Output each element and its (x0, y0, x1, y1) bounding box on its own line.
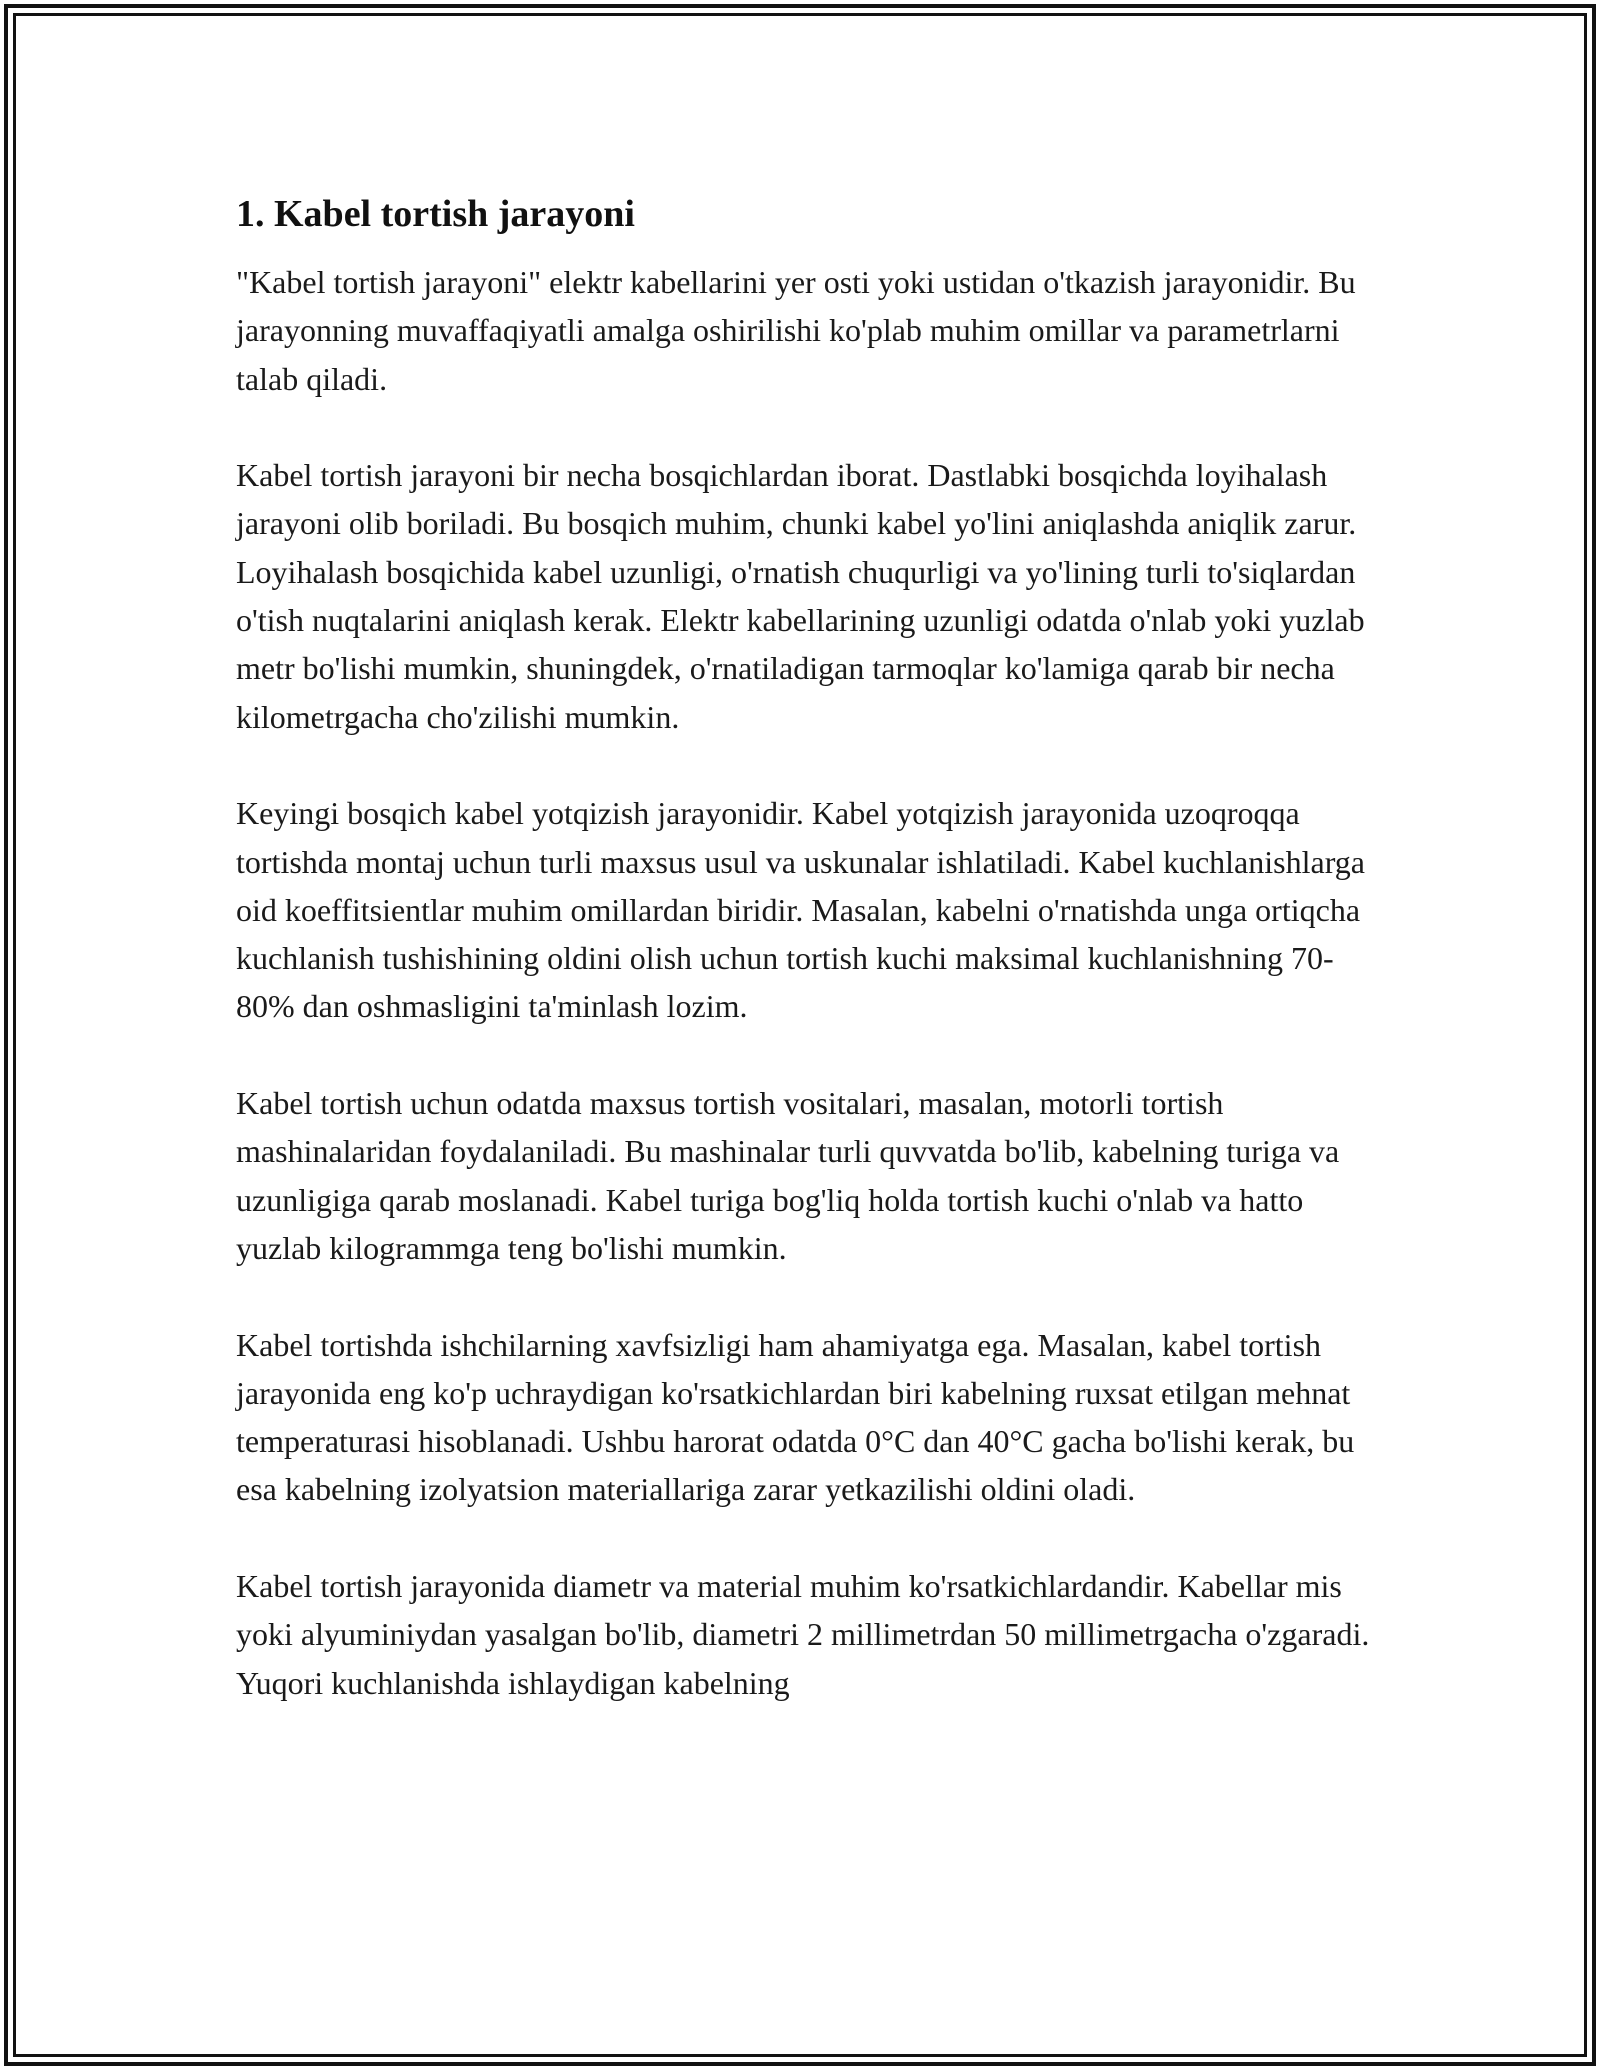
paragraph-intro: "Kabel tortish jarayoni" elektr kabellarini yer osti yoki ustidan o'tkazish jarayonidir. Bu jarayonning muvaffaqiyatli amalga oshirilishi ko'plab muhim omillar va parametrlarni talab qiladi. (236, 264, 1356, 397)
paragraph-diameter-material: Kabel tortish jarayonida diametr va material muhim ko'rsatkichlardandir. Kabellar mis yoki alyuminiydan yasalgan bo'lib, diametri 2 millimetrdan 50 millimetrgacha o'zgaradi. Yuqori kuchlanishda ishlaydigan kabelning (236, 1568, 1370, 1701)
document-body (236, 186, 1386, 1707)
section-heading: 1. Kabel tortish jarayoni (236, 193, 635, 235)
paragraph-stages: Kabel tortish jarayoni bir necha bosqichlardan iborat. Dastlabki bosqichda loyihalash jarayoni olib boriladi. Bu bosqich muhim, chunki kabel yo'lini aniqlashda aniqlik zarur. Loyihalash bosqichida kabel uzunligi, o'rnatish chuqurligi va yo'lining turli to'siqlardan o'tish nuqtalarini aniqlash kerak. Elektr kabellarining uzunligi odatda o'nlab yoki yuzlab metr bo'lishi mumkin, shuningdek, o'rnatiladigan tarmoqlar ko'lamiga qarab bir necha kilometrgacha cho'zilishi mumkin. (236, 457, 1365, 735)
paragraph-laying: Keyingi bosqich kabel yotqizish jarayonidir. Kabel yotqizish jarayonida uzoqroqqa tortishda montaj uchun turli maxsus usul va uskunalar ishlatiladi. Kabel kuchlanishlarga oid koeffitsientlar muhim omillardan biridir. Masalan, kabelni o'rnatishda unga ortiqcha kuchlanish tushishining oldini olish uchun tortish kuchi maksimal kuchlanishning 70-80% dan oshmasligini ta'minlash lozim. (236, 795, 1365, 1025)
paragraph-pulling-machines: Kabel tortish uchun odatda maxsus tortish vositalari, masalan, motorli tortish mashinalaridan foydalaniladi. Bu mashinalar turli quvvatda bo'lib, kabelning turiga va uzunligiga qarab moslanadi. Kabel turiga bog'liq holda tortish kuchi o'nlab va hatto yuzlab kilogrammga teng bo'lishi mumkin. (236, 1085, 1340, 1266)
paragraph-safety: Kabel tortishda ishchilarning xavfsizligi ham ahamiyatga ega. Masalan, kabel tortish jarayonida eng ko'p uchraydigan ko'rsatkichlardan biri kabelning ruxsat etilgan mehnat temperaturasi hisoblanadi. Ushbu harorat odatda 0°C dan 40°C gacha bo'lishi kerak, bu esa kabelning izolyatsion materiallariga zarar yetkazilishi oldini oladi. (236, 1326, 1355, 1508)
